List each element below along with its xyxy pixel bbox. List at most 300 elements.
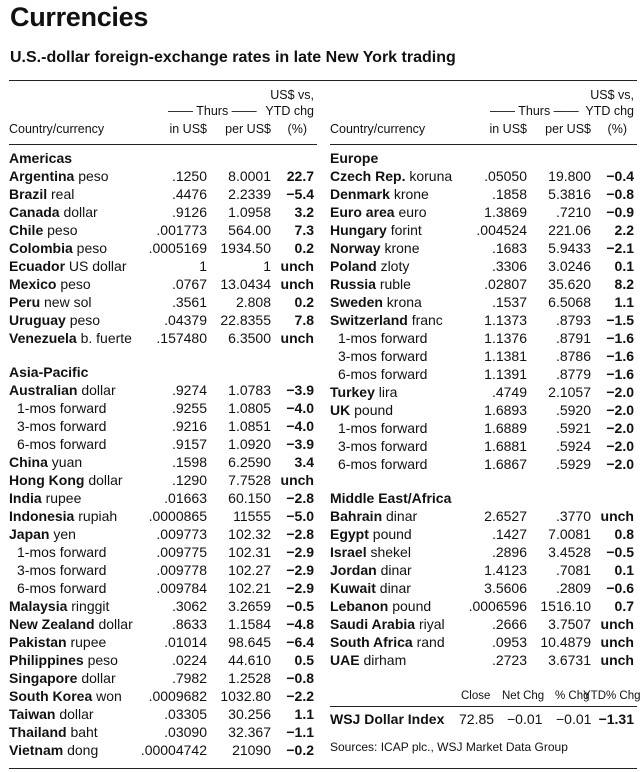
value-per-usd: .8786 (555, 348, 591, 364)
value-in-usd: .004524 (476, 222, 527, 238)
value-in-usd: 1.4123 (484, 562, 527, 578)
currency-name (9, 687, 122, 705)
value-per-usd: 6.5068 (548, 294, 591, 310)
country-name: Mexico (9, 276, 57, 292)
country-name: New Zealand (9, 616, 95, 632)
currency-name (330, 239, 420, 257)
currency-name (330, 597, 431, 615)
value-per-usd: 6.2590 (228, 454, 271, 470)
country-name: Kuwait (330, 580, 376, 596)
value-per-usd: 1.0783 (228, 382, 271, 398)
currency-name (9, 453, 82, 471)
ytd-change: unch (280, 472, 314, 488)
value-in-usd: .2723 (491, 652, 527, 668)
value-in-usd: .7982 (171, 670, 207, 686)
ytd-change: 7.3 (294, 222, 314, 238)
value-per-usd: 44.610 (228, 652, 271, 668)
value-in-usd: .157480 (156, 330, 207, 346)
forward-label: 3-mos forward (17, 562, 107, 578)
currency-unit: peso (69, 312, 101, 328)
index-name: WSJ Dollar Index (330, 711, 445, 727)
currency-name (9, 381, 116, 399)
currency-unit: yen (53, 526, 76, 542)
currency-name (9, 633, 106, 651)
country-name: Poland (330, 258, 377, 274)
forward-label: 6-mos forward (338, 366, 428, 382)
country-name: Egypt (330, 526, 369, 542)
ytd-change: 22.7 (286, 168, 314, 184)
header-ytd: YTD chg (585, 104, 634, 118)
value-in-usd: .00004742 (140, 742, 207, 758)
ytd-change: unch (280, 330, 314, 346)
header-pct: (%) (607, 122, 627, 136)
value-per-usd: 21090 (232, 742, 271, 758)
country-name: Canada (9, 204, 60, 220)
currency-name (9, 615, 133, 633)
currency-unit: pound (372, 526, 412, 542)
ytd-change: 0.8 (614, 526, 634, 542)
value-in-usd: .03305 (164, 706, 207, 722)
currency-unit: ruble (379, 276, 411, 292)
table-row (330, 275, 637, 293)
value-in-usd: .03090 (164, 724, 207, 740)
value-in-usd: .01663 (164, 490, 207, 506)
currency-unit: lira (378, 384, 398, 400)
ytd-change: −0.5 (286, 598, 314, 614)
table-row (330, 437, 637, 455)
country-name: Argentina (9, 168, 75, 184)
forward-label: 1-mos forward (17, 544, 107, 560)
table-row (330, 293, 637, 311)
currency-unit: baht (70, 724, 98, 740)
currency-name (9, 221, 77, 239)
value-per-usd: 30.256 (228, 706, 271, 722)
currency-unit: forint (390, 222, 422, 238)
table-row (9, 705, 317, 723)
currency-name (330, 579, 411, 597)
value-per-usd: .2809 (555, 580, 591, 596)
table-row (330, 401, 637, 419)
currency-name (9, 705, 94, 723)
table-row (330, 329, 637, 347)
value-in-usd: .4749 (491, 384, 527, 400)
ytd-change: 8.2 (614, 276, 634, 292)
header-in-us: in US$ (169, 122, 207, 136)
currency-unit: zloty (380, 258, 410, 274)
table-row (9, 507, 317, 525)
left-table (9, 83, 317, 759)
country-name: Singapore (9, 670, 78, 686)
table-row (9, 203, 317, 221)
value-per-usd: .5929 (555, 456, 591, 472)
left-table-header (9, 83, 317, 144)
table-row (9, 633, 317, 651)
value-in-usd: .9255 (171, 400, 207, 416)
currency-unit: ringgit (71, 598, 110, 614)
value-per-usd: 8.0001 (228, 168, 271, 184)
country-name: Ecuador (9, 258, 66, 274)
forward-label: 3-mos forward (338, 348, 428, 364)
value-in-usd: .009773 (156, 526, 207, 542)
country-name: Brazil (9, 186, 48, 202)
country-name: Norway (330, 240, 381, 256)
ytd-change: −0.6 (606, 580, 634, 596)
country-name: Israel (330, 544, 367, 560)
ytd-change: −1.1 (286, 724, 314, 740)
country-name: Vietnam (9, 742, 64, 758)
value-in-usd: .9126 (171, 204, 207, 220)
ytd-change: −6.4 (286, 634, 314, 650)
currency-name (330, 633, 445, 651)
currency-unit: dollar (88, 472, 123, 488)
header-rule (330, 144, 637, 145)
value-in-usd: 1.6889 (484, 420, 527, 436)
forward-label: 3-mos forward (17, 418, 107, 434)
value-in-usd: 1.6867 (484, 456, 527, 472)
ytd-change: unch (600, 616, 634, 632)
value-in-usd: .1858 (491, 186, 527, 202)
currency-name (9, 293, 91, 311)
value-per-usd: .5921 (555, 420, 591, 436)
left-rows (9, 149, 317, 759)
country-name: Denmark (330, 186, 390, 202)
ytd-change: 3.4 (294, 454, 314, 470)
currency-unit: peso (47, 222, 78, 238)
currency-unit: krone (384, 240, 420, 256)
value-in-usd: .0000865 (148, 508, 207, 524)
country-name: Chile (9, 222, 44, 238)
value-in-usd: 3.5606 (484, 580, 527, 596)
value-per-usd: 35.620 (548, 276, 591, 292)
table-row (9, 723, 317, 741)
currency-unit: peso (76, 240, 108, 256)
header-country: Country/currency (9, 122, 105, 136)
currency-unit: dollar (63, 204, 98, 220)
value-per-usd: 11555 (233, 508, 271, 524)
forward-label: 6-mos forward (338, 456, 428, 472)
value-per-usd: 13.0434 (220, 276, 271, 292)
currency-unit: US dollar (68, 258, 127, 274)
table-row (330, 239, 637, 257)
value-per-usd: 1.1584 (228, 616, 271, 632)
table-row (9, 687, 317, 705)
value-in-usd: .02807 (484, 276, 527, 292)
table-row (9, 525, 317, 543)
ytd-change: −2.9 (286, 562, 314, 578)
value-per-usd: .8793 (555, 312, 591, 328)
value-per-usd: 1.2528 (228, 670, 271, 686)
dollar-index-header (330, 690, 641, 706)
value-per-usd: 1516.10 (540, 598, 591, 614)
value-in-usd: .1537 (491, 294, 527, 310)
ytd-change: −2.8 (286, 490, 314, 506)
value-per-usd: 1.0920 (228, 436, 271, 452)
value-per-usd: 19.800 (548, 168, 591, 184)
value-per-usd: 1032.80 (220, 688, 271, 704)
value-per-usd: 102.31 (228, 544, 271, 560)
value-in-usd: .4476 (171, 186, 207, 202)
country-name: Czech Rep. (330, 168, 406, 184)
country-name: Venezuela (9, 330, 77, 346)
currency-name (9, 329, 132, 347)
table-row (9, 435, 317, 453)
header-ytd: YTD chg (265, 104, 314, 118)
index-netchg-label: Net Chg (502, 690, 545, 702)
currency-name (9, 471, 123, 489)
ytd-change: −0.2 (286, 742, 314, 758)
header-per-us: per US$ (545, 122, 591, 136)
table-row (9, 417, 317, 435)
forward-label: 1-mos forward (338, 420, 428, 436)
table-row (330, 383, 637, 401)
currency-unit: peso (78, 168, 109, 184)
currency-unit: dollar (98, 616, 133, 632)
table-row (330, 221, 637, 239)
value-per-usd: 102.27 (228, 562, 271, 578)
country-name: Russia (330, 276, 376, 292)
currency-unit: real (51, 186, 75, 202)
currency-unit: rupee (45, 490, 82, 506)
ytd-change: −2.0 (606, 456, 634, 472)
value-in-usd: .0767 (171, 276, 207, 292)
currency-unit: won (96, 688, 122, 704)
ytd-change: 0.2 (294, 294, 314, 310)
country-name: Sweden (330, 294, 383, 310)
ytd-change: −2.0 (606, 402, 634, 418)
table-row (330, 525, 637, 543)
table-row (9, 329, 317, 347)
section-heading: Asia-Pacific (9, 364, 89, 380)
table-row (9, 381, 317, 399)
currency-name (9, 167, 109, 185)
ytd-change: −3.9 (286, 436, 314, 452)
ytd-change: 2.2 (614, 222, 634, 238)
dollar-index (330, 690, 641, 731)
header-rule (9, 144, 317, 145)
value-in-usd: .1683 (491, 240, 527, 256)
right-table (330, 83, 637, 669)
ytd-change: unch (280, 258, 314, 274)
index-pctchg-label: % Chg (555, 690, 590, 702)
country-name: Lebanon (330, 598, 389, 614)
table-row (9, 399, 317, 417)
country-name: South Africa (330, 634, 413, 650)
table-row (330, 543, 637, 561)
value-per-usd: 60.150 (228, 490, 271, 506)
value-per-usd: 5.9433 (548, 240, 591, 256)
header-thurs-group: —— Thurs —— (490, 104, 579, 118)
value-per-usd: 1 (263, 258, 271, 274)
value-in-usd: .1598 (171, 454, 207, 470)
index-ytd: −1.31 (598, 711, 634, 727)
ytd-change: −2.9 (286, 544, 314, 560)
value-per-usd: 3.6731 (548, 652, 591, 668)
currency-name (330, 383, 397, 401)
currency-name (330, 401, 393, 419)
country-name: South Korea (9, 688, 93, 704)
country-name: Hungary (330, 222, 387, 238)
currency-name (330, 651, 406, 669)
currency-unit: euro (398, 204, 427, 220)
ytd-change: 1.1 (614, 294, 634, 310)
header-usd-vs: US$ vs, (270, 88, 314, 102)
table-row (9, 543, 317, 561)
table-row (9, 239, 317, 257)
country-name: Pakistan (9, 634, 67, 650)
value-per-usd: 5.3816 (548, 186, 591, 202)
country-name: UAE (330, 652, 360, 668)
value-per-usd: 564.00 (228, 222, 271, 238)
table-row (9, 311, 317, 329)
country-name: Peru (9, 294, 41, 310)
section-heading: Europe (330, 150, 379, 166)
currency-name (330, 275, 411, 293)
index-close-label: Close (461, 690, 491, 702)
section-gap (9, 347, 317, 359)
table-row (330, 203, 637, 221)
value-per-usd: 32.367 (228, 724, 271, 740)
value-per-usd: 3.4528 (548, 544, 591, 560)
value-in-usd: .1290 (171, 472, 207, 488)
currency-name (9, 203, 98, 221)
value-per-usd: 102.21 (228, 580, 271, 596)
ytd-change: unch (280, 276, 314, 292)
value-per-usd: 2.1057 (548, 384, 591, 400)
value-per-usd: 3.7507 (548, 616, 591, 632)
value-in-usd: 1.3869 (484, 204, 527, 220)
table-row (9, 167, 317, 185)
value-in-usd: 1.1376 (484, 330, 527, 346)
country-name: Indonesia (9, 508, 75, 524)
value-in-usd: .01014 (164, 634, 207, 650)
value-in-usd: 1.1381 (484, 348, 527, 364)
ytd-change: 0.7 (614, 598, 634, 614)
table-row (330, 365, 637, 383)
value-per-usd: 7.7528 (228, 472, 271, 488)
bottom-rule (9, 768, 637, 769)
table-row (330, 419, 637, 437)
ytd-change: −2.0 (606, 438, 634, 454)
value-per-usd: 2.2339 (228, 186, 271, 202)
currency-name (330, 203, 427, 221)
country-name: Turkey (330, 384, 375, 400)
index-close: 72.85 (459, 711, 495, 727)
value-per-usd: 6.3500 (228, 330, 271, 346)
value-per-usd: .5920 (555, 402, 591, 418)
right-rows (330, 149, 637, 669)
ytd-change: 0.1 (614, 562, 634, 578)
currency-name (330, 167, 452, 185)
country-name: China (9, 454, 48, 470)
table-row (9, 579, 317, 597)
value-in-usd: .9274 (171, 382, 207, 398)
currency-name (330, 185, 429, 203)
table-row (9, 615, 317, 633)
currency-unit: pound (392, 598, 432, 614)
ytd-change: −2.1 (606, 240, 634, 256)
table-row (330, 579, 637, 597)
header-usd-vs: US$ vs, (590, 88, 634, 102)
country-name: Australian (9, 382, 78, 398)
forward-label: 1-mos forward (17, 400, 107, 416)
value-per-usd: .7081 (555, 562, 591, 578)
country-name: Jordan (330, 562, 377, 578)
ytd-change: −2.2 (286, 688, 314, 704)
table-row (9, 221, 317, 239)
top-rule (9, 80, 637, 81)
table-row (330, 455, 637, 473)
currency-name (9, 311, 100, 329)
country-name: Philippines (9, 652, 84, 668)
dollar-index-row (330, 707, 637, 731)
currency-name (330, 615, 445, 633)
value-per-usd: 1.0851 (228, 418, 271, 434)
ytd-change: −1.6 (606, 348, 634, 364)
ytd-change: −1.6 (606, 330, 634, 346)
country-name: Uruguay (9, 312, 66, 328)
table-row (330, 633, 637, 651)
currency-name (9, 723, 98, 741)
forward-label: 6-mos forward (17, 436, 107, 452)
forward-label: 1-mos forward (338, 330, 428, 346)
value-in-usd: .0224 (171, 652, 207, 668)
table-row (330, 257, 637, 275)
value-per-usd: .7210 (555, 204, 591, 220)
currency-name (9, 257, 127, 275)
ytd-change: −4.0 (286, 418, 314, 434)
currency-name (9, 275, 91, 293)
currency-name (330, 561, 412, 579)
country-name: Colombia (9, 240, 73, 256)
value-in-usd: 2.6527 (484, 508, 527, 524)
ytd-change: −0.9 (606, 204, 634, 220)
table-row (330, 615, 637, 633)
currency-name (330, 525, 412, 543)
sources: Sources: ICAP plc., WSJ Market Data Group (330, 740, 568, 754)
country-name: Euro area (330, 204, 395, 220)
currency-unit: dollar (59, 706, 94, 722)
header-country: Country/currency (330, 122, 426, 136)
ytd-change: unch (600, 508, 634, 524)
country-name: UK (330, 402, 351, 418)
ytd-change: −0.8 (606, 186, 634, 202)
currency-unit: krona (386, 294, 422, 310)
table-row (330, 561, 637, 579)
currency-name (9, 239, 107, 257)
ytd-change: −5.4 (286, 186, 314, 202)
value-per-usd: 1934.50 (220, 240, 271, 256)
country-name: Malaysia (9, 598, 68, 614)
value-in-usd: .3561 (171, 294, 207, 310)
currency-unit: dinar (379, 580, 411, 596)
table-row (330, 507, 637, 525)
currency-unit: dinar (386, 508, 418, 524)
page-title: Currencies (10, 2, 149, 32)
currency-unit: riyal (418, 616, 445, 632)
ytd-change: −0.8 (286, 670, 314, 686)
value-in-usd: .3062 (171, 598, 207, 614)
currency-name (330, 257, 409, 275)
currency-name (9, 507, 117, 525)
currency-unit: krone (393, 186, 429, 202)
ytd-change: −2.0 (606, 420, 634, 436)
value-in-usd: 1.1391 (484, 366, 527, 382)
country-name: Thailand (9, 724, 67, 740)
value-per-usd: 3.0246 (548, 258, 591, 274)
ytd-change: unch (600, 634, 634, 650)
currency-unit: rupee (70, 634, 107, 650)
value-in-usd: 1.6893 (484, 402, 527, 418)
